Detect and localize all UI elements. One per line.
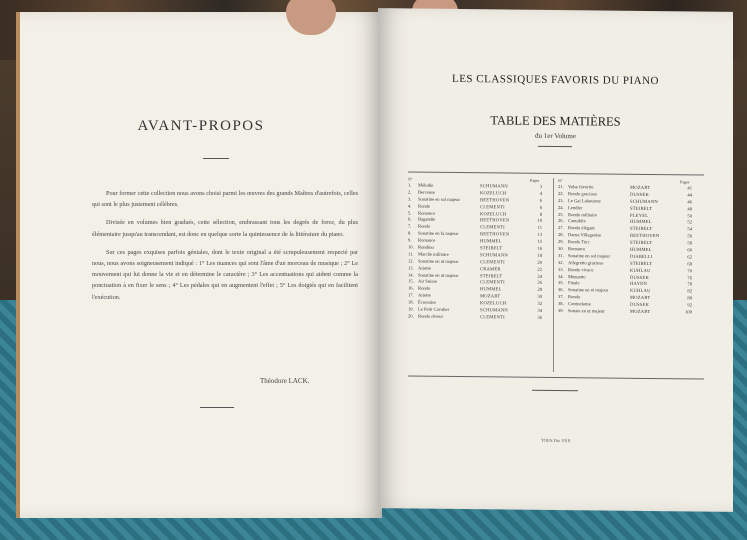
- toc-entry-composer: STEIBELT: [630, 260, 653, 266]
- toc-entry-composer: DUSSEK: [630, 274, 650, 280]
- signature: Théodore LACK.: [260, 377, 310, 385]
- toc-entry-title: Le Petit Cavalier: [418, 306, 450, 312]
- toc-entry-page: 92: [687, 302, 692, 308]
- toc-entry-number: 2.: [408, 189, 412, 195]
- toc-entry-title: Valse favorite: [568, 184, 594, 190]
- toc-header-pages: Pages: [680, 179, 690, 185]
- toc-entry-page: 41: [687, 185, 692, 191]
- toc-entry-page: 3: [539, 183, 542, 189]
- toc-entry-composer: CLEMENTI: [480, 314, 505, 320]
- toc-entry-page: 44: [687, 192, 692, 198]
- printer-mark: TOUS Dts 1918: [540, 437, 571, 444]
- toc-entry-composer: PLEYEL: [630, 212, 649, 218]
- toc-entry-page: 52: [687, 219, 692, 225]
- toc-entry-composer: STEIBELT: [630, 239, 653, 246]
- toc-entry-number: 34.: [558, 273, 564, 279]
- toc-entry-composer: CLEMENTI: [480, 279, 505, 285]
- toc-entry-number: 20.: [408, 313, 414, 319]
- toc-header-no: N°: [558, 178, 563, 184]
- toc-entry-composer: DIABELLI: [630, 253, 653, 259]
- toc-entry-title: Sonatine en ut majeur: [418, 272, 459, 278]
- toc-entry-composer: SCHUMANN: [480, 183, 508, 189]
- toc-entry-number: 37.: [558, 294, 564, 300]
- toc-entry-page: 32: [537, 300, 542, 306]
- toc-entry-composer: CLEMENTI: [480, 224, 505, 230]
- toc-entry-title: Air Suisse: [418, 279, 438, 285]
- toc-entry-number: 16.: [408, 285, 414, 291]
- toc-entry-composer: HUMMEL: [630, 219, 652, 225]
- toc-entry-composer: BEETHOVEN: [480, 196, 510, 203]
- toc-entry-title: Sonate en ut majeur: [568, 308, 605, 314]
- toc-entry-title: Romance: [418, 237, 436, 243]
- toc-entry-page: 46: [687, 199, 692, 205]
- toc-entry-page: 16: [537, 245, 542, 251]
- toc-entry-page: 30: [537, 294, 542, 300]
- toc-entry-title: Rondino: [418, 244, 434, 250]
- toc-entry-title: Allegretto grazioso: [568, 259, 604, 266]
- toc-entry-composer: KOZELUCH: [480, 210, 507, 217]
- toc-entry-number: 6.: [408, 216, 412, 222]
- toc-entry-number: 1.: [408, 182, 412, 188]
- toc-entry-title: Mélodie: [418, 182, 434, 188]
- toc-column-right: [558, 178, 703, 316]
- toc-entry-number: 17.: [408, 292, 414, 298]
- toc-entry-title: Rondo: [418, 285, 431, 292]
- toc-entry-composer: SCHUMANN: [480, 307, 508, 313]
- toc-entry-number: 8.: [408, 230, 412, 236]
- toc-entry-title: Sonatine en sol majeur: [568, 253, 610, 259]
- toc-entry-number: 3.: [408, 196, 412, 202]
- toc-entry-composer: STEIBELT: [630, 205, 653, 211]
- foreword-text: [92, 188, 358, 310]
- toc-entry-page: 50: [687, 212, 692, 218]
- toc-entry-title: Ariette: [418, 292, 431, 298]
- toc-entry-number: 26.: [558, 218, 564, 224]
- toc-rule: [538, 146, 572, 147]
- toc-entry-composer: KOZELUCH: [480, 190, 507, 196]
- toc-entry-number: 18.: [408, 299, 414, 305]
- toc-header-no: N°: [408, 176, 413, 182]
- toc-entry-number: 9.: [408, 237, 412, 243]
- toc-entry-number: 31.: [558, 252, 564, 258]
- toc-entry-page: 36: [537, 314, 542, 320]
- bottom-rule: [200, 407, 234, 408]
- toc-entry: [558, 308, 703, 316]
- toc-entry-page: 6: [539, 204, 542, 210]
- toc-entry-title: Sonatine en ut majeur: [418, 258, 459, 264]
- toc-entry-title: Menuetto: [568, 273, 586, 279]
- toc-entry-page: 22: [537, 266, 542, 272]
- toc-entry-composer: SCHUMANN: [630, 198, 658, 204]
- toc-entry-page: 4: [539, 190, 542, 196]
- toc-entry-composer: STEIBELT: [480, 272, 503, 279]
- toc-entry-title: Rondo élégant: [568, 225, 595, 231]
- toc-entry-page: 48: [687, 206, 692, 212]
- toc-entry-title: Romance: [418, 210, 436, 216]
- toc-entry-number: 14.: [408, 272, 414, 278]
- toc-entry-composer: DUSSEK: [630, 301, 650, 308]
- toc-entry-number: 11.: [408, 251, 414, 257]
- bottom-rule: [532, 390, 578, 391]
- toc-entry-composer: SCHUMANN: [480, 252, 508, 258]
- toc-entry-title: Rondo: [418, 223, 431, 230]
- toc-entry-page: 10: [537, 218, 542, 224]
- toc-entry-number: 28.: [558, 232, 564, 238]
- toc-entry-composer: KOZELUCH: [480, 300, 507, 306]
- toc-entry-title: Rondo militaire: [568, 211, 597, 217]
- toc-entry-title: Rondo: [568, 294, 581, 300]
- toc-entry-title: Contredanse: [568, 301, 591, 307]
- toc-entry-page: 20: [537, 259, 542, 265]
- toc-entry-composer: MOZART: [630, 295, 651, 301]
- toc-entry-composer: CLEMENTI: [480, 259, 505, 265]
- toc-entry-title: Rondo vivace: [568, 266, 594, 273]
- toc-entry-number: 12.: [408, 258, 414, 264]
- toc-entry-number: 7.: [408, 223, 412, 229]
- table-of-contents: [408, 171, 704, 379]
- toc-entry-page: 70: [687, 268, 692, 274]
- toc-entry-number: 23.: [558, 197, 564, 203]
- toc-entry-number: 27.: [558, 225, 564, 231]
- toc-entry-composer: MOZART: [630, 184, 651, 190]
- toc-entry-composer: STEIBELT: [630, 226, 653, 232]
- toc-entry-composer: HUMMEL: [480, 238, 502, 244]
- toc-entry-number: 32.: [558, 259, 564, 265]
- toc-entry-page: 6: [539, 197, 542, 203]
- toc-entry-title: Lendler: [568, 204, 583, 210]
- foreword-paragraph: Divisée en volumes bien gradués, cette sélection, embrassant tous les degrés de force, du plus élémentaire jusqu'au transcendant, est donc en quelque sorte la quintessence de la littérature du piano.: [92, 219, 358, 238]
- toc-entry-page: 15: [537, 238, 542, 244]
- toc-entry-page: 26: [537, 280, 542, 286]
- toc-entry-composer: BEETHOVEN: [630, 233, 660, 239]
- toc-subtitle: du 1er Volume: [535, 131, 576, 141]
- toc-entry-number: 35.: [558, 280, 564, 286]
- toc-entry-composer: KUHLAU: [630, 288, 651, 294]
- toc-entry-number: 29.: [558, 239, 564, 245]
- toc-entry-page: 60: [687, 247, 692, 253]
- foreword-paragraph: Sur ces pages exquises parfois géniales, dont le texte original a été scrupuleusement respecté par nous, nous avons soigneusement indiqué : 1° Les nuances qui sont l'âme d'un morceau de musique ; 2° Le mouvement qui lui donne la vie et en détermine le caractère ; 3° Les accentuations qui aident comme la ponctuation à en fixer le sens ; 4° Les pédales qui en augmentent l'effet ; 5° Les doigtés qui en facilitent l'exécution.: [92, 248, 358, 301]
- toc-entry-page: 18: [537, 252, 542, 258]
- toc-entry-composer: HAYDN: [630, 281, 648, 287]
- toc-entry-title: Ronde: [418, 203, 430, 209]
- toc-entry-title: Bagatelle: [418, 217, 436, 223]
- toc-entry-number: 15.: [408, 278, 414, 284]
- foreword-paragraph: Pour former cette collection nous avons choisi parmi les œuvres des grands Maîtres d'autrefois, celles qui sont le plus justement célèbres.: [92, 190, 358, 209]
- toc-entry-title: Rondo gracioso: [568, 191, 597, 197]
- toc-entry-page: 54: [687, 226, 692, 232]
- toc-entry-number: 5.: [408, 210, 412, 216]
- left-page-title: AVANT-PROPOS: [137, 118, 265, 134]
- toc-entry-title: Sonatine en ré majeur: [568, 287, 609, 293]
- toc-entry-title: Écossaise: [418, 299, 436, 305]
- toc-entry-number: 38.: [558, 301, 564, 307]
- toc-entry-page: 88: [687, 295, 692, 301]
- toc-entry-number: 30.: [558, 246, 564, 252]
- toc-entry-title: Le Gai Laboureur: [568, 197, 601, 204]
- toc-entry-page: 28: [537, 287, 542, 293]
- toc-entry-composer: KUHLAU: [630, 267, 651, 273]
- left-page: [16, 12, 382, 518]
- toc-entry-title: Marche militaire: [418, 251, 449, 257]
- toc-entry-composer: HUMMEL: [480, 286, 502, 292]
- toc-entry-composer: BEETHOVEN: [480, 231, 510, 237]
- collection-title: LES CLASSIQUES FAVORIS DU PIANO: [451, 72, 659, 88]
- toc-entry-number: 21.: [558, 184, 564, 190]
- toc-header-pages: Pages: [530, 177, 540, 183]
- toc-entry-title: Sonatine en sol majeur: [418, 196, 460, 202]
- toc-entry-page: 76: [687, 274, 692, 281]
- toc-entry-number: 19.: [408, 306, 414, 312]
- toc-entry-page: 13: [537, 232, 542, 238]
- toc-entry-page: 78: [687, 281, 692, 287]
- right-page: [378, 8, 733, 512]
- toc-entry-page: 56: [687, 233, 692, 239]
- toc-entry-page: 34: [537, 307, 542, 313]
- toc-entry-title: Rondo rêveur: [418, 313, 444, 319]
- toc-entry-page: 8: [539, 211, 542, 217]
- toc-entry-composer: MOZART: [480, 293, 501, 299]
- toc-entry-composer: MOZART: [630, 308, 651, 315]
- toc-entry-number: 25.: [558, 211, 564, 217]
- toc-entry: [408, 313, 553, 321]
- toc-entry-title: Sonatine en fa majeur: [418, 230, 459, 237]
- toc-entry-composer: HUMMEL: [630, 246, 652, 253]
- toc-entry-title: Berceuse: [418, 189, 435, 195]
- toc-entry-page: 62: [687, 254, 692, 260]
- toc-entry-composer: CLEMENTI: [480, 203, 505, 210]
- toc-entry-composer: STEIBELT: [480, 245, 503, 251]
- toc-entry-page: 100: [685, 309, 692, 315]
- toc-entry-title: Rondo Turc: [568, 239, 590, 245]
- toc-entry-title: Cantabile: [568, 218, 586, 224]
- title-rule: [203, 158, 229, 159]
- toc-entry-number: 24.: [558, 204, 564, 210]
- toc-entry-page: 24: [537, 273, 542, 279]
- toc-entry-title: Danse Villageoise: [568, 232, 602, 238]
- toc-title: TABLE DES MATIÈRES: [490, 113, 621, 129]
- toc-entry-number: 10.: [408, 244, 414, 250]
- toc-entry-page: 11: [537, 225, 542, 231]
- toc-entry-title: Romance: [568, 246, 586, 252]
- toc-entry-number: 22.: [558, 190, 564, 196]
- toc-entry-composer: CRAMER: [480, 265, 501, 272]
- toc-entry-number: 39.: [558, 308, 564, 314]
- toc-entry-page: 82: [687, 288, 692, 294]
- toc-column-left: [408, 176, 554, 372]
- toc-entry-page: 68: [687, 261, 692, 267]
- toc-entry-page: 58: [687, 240, 692, 246]
- toc-entry-number: 13.: [408, 265, 414, 271]
- toc-entry-composer: DUSSEK: [630, 191, 650, 197]
- toc-entry-title: Finale: [568, 280, 580, 286]
- toc-entry-composer: BEETHOVEN: [480, 217, 510, 223]
- toc-entry-title: Ariette: [418, 265, 431, 271]
- toc-entry-number: 33.: [558, 266, 564, 272]
- toc-entry-number: 4.: [408, 203, 412, 209]
- toc-entry-number: 36.: [558, 287, 564, 293]
